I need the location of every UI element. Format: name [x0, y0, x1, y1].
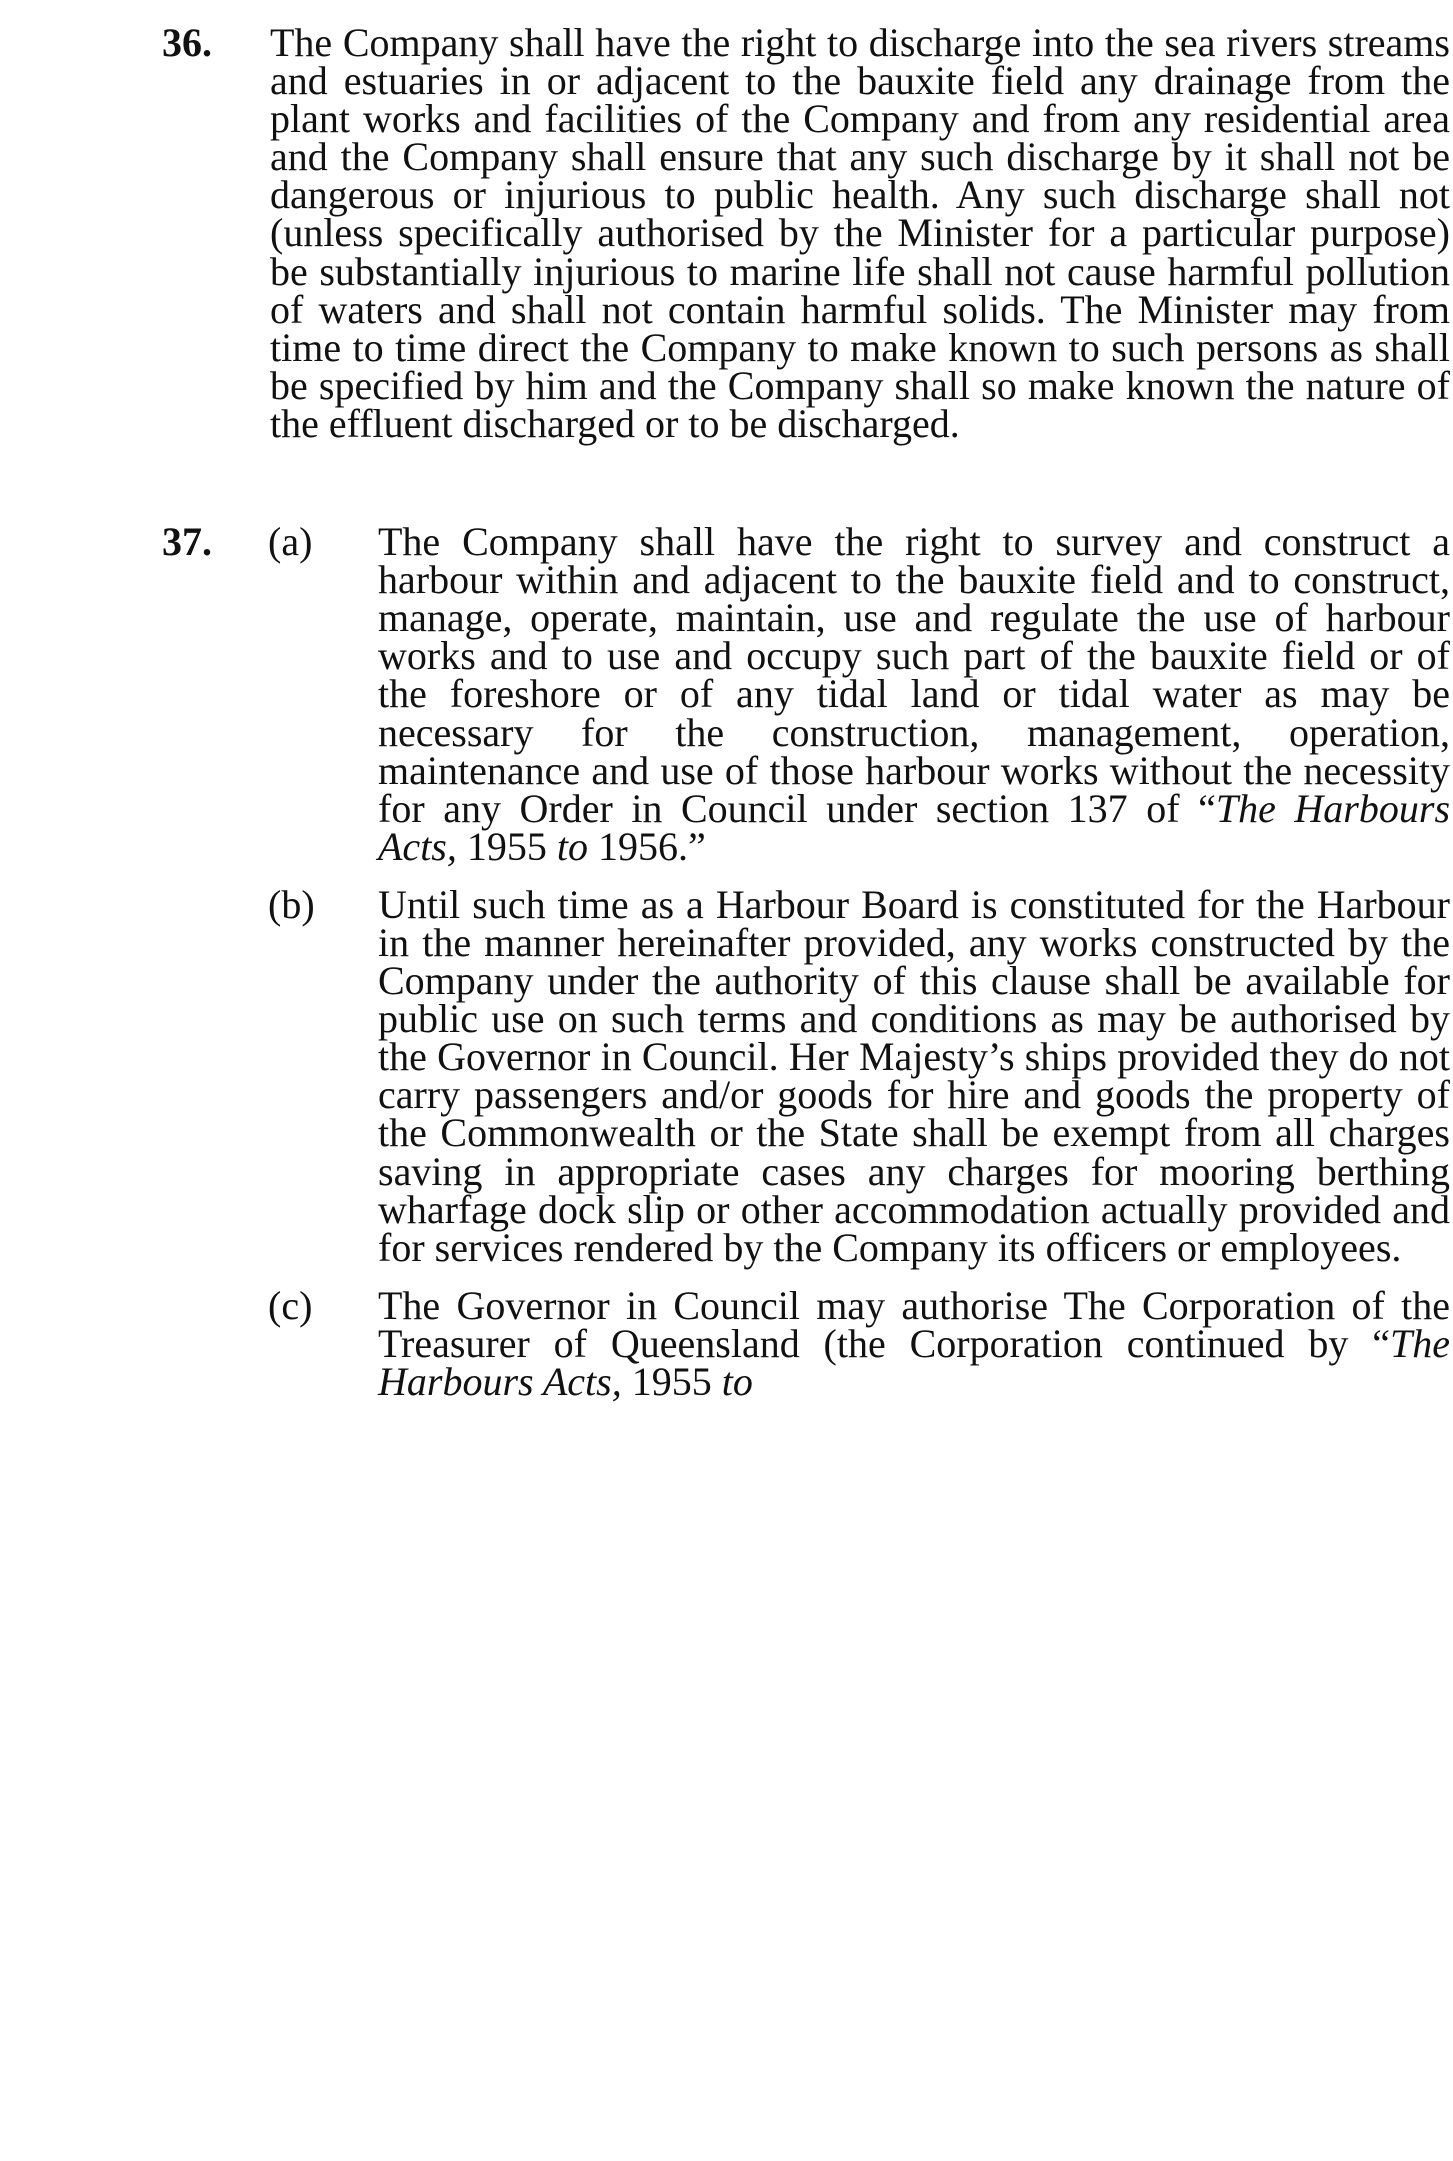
- subclause-label: (c): [268, 1282, 313, 1328]
- citation-open-quote: “: [1372, 1320, 1391, 1366]
- subclause-b: [0, 881, 1453, 1270]
- citation-year: 1955: [466, 823, 547, 869]
- clause-37: [0, 519, 1453, 1404]
- citation-open-quote: “: [1198, 785, 1216, 831]
- clause-number: 37.: [162, 519, 212, 565]
- clause-36: [0, 20, 1453, 446]
- citation-to: to: [721, 1359, 753, 1404]
- subclause-body: The Company shall have the right to survey and construct a harbour within and adjacent to the bauxite field and to construct, manage, operate, maintain, use and regulate the use of harbour works and to use and occupy such part of the bauxite field or of the foreshore or of any tidal land or tidal water as may be necessary for the construction, management, operation, maintenance and use of those harbour works without the necessity for any Order in Council under section 137 of: [378, 519, 1450, 831]
- subclause-text: [378, 1282, 1451, 1404]
- citation-year: 1956.”: [598, 823, 706, 869]
- clause-number: 36.: [162, 20, 212, 65]
- subclause-body: The Governor in Council may authorise The Corporation of the Treasurer of Queensland (the Corporation continued by: [378, 1282, 1450, 1366]
- subclause-c: [0, 1282, 1453, 1404]
- subclause-text: [378, 519, 1451, 869]
- subclause-text: Until such time as a Harbour Board is constituted for the Harbour in the manner hereinafter provided, any works constructed by the Company under the authority of this clause shall be available for public use on such terms and conditions as may be authorised by the Governor in Council. Her Majesty’s ships provided they do not carry passengers and/or goods for hire and goods the property of the Commonwealth or the State shall be exempt from all charges saving in appropriate cases any charges for mooring berthing wharfage dock slip or other accommodation actually provided and for services rendered by the Company its officers or employees.: [378, 881, 1450, 1270]
- citation-title: The Harbours Acts,: [378, 785, 1451, 869]
- clause-text: The Company shall have the right to discharge into the sea rivers streams and estuaries in or adjacent to the bauxite field any drainage from the plant works and facilities of the Company and from any residential area and the Company shall ensure that any such discharge by it shall not be dangerous or injurious to public health. Any such discharge shall not (unless specifically authorised by the Minister for a particular purpose) be substantially injurious to marine life shall not cause harmful pollution of waters and shall not contain harmful solids. The Minister may from time to time direct the Company to make known to such persons as shall be specified by him and the Company shall so make known the nature of the effluent discharged or to be discharged.: [270, 20, 1450, 446]
- subclause-a: [0, 519, 1453, 869]
- subclause-label: (b): [268, 881, 315, 927]
- citation-title: The Harbours Acts,: [378, 1320, 1451, 1404]
- subclause-label: (a): [268, 519, 313, 565]
- citation-to: to: [556, 823, 588, 869]
- citation-year: 1955: [631, 1359, 712, 1404]
